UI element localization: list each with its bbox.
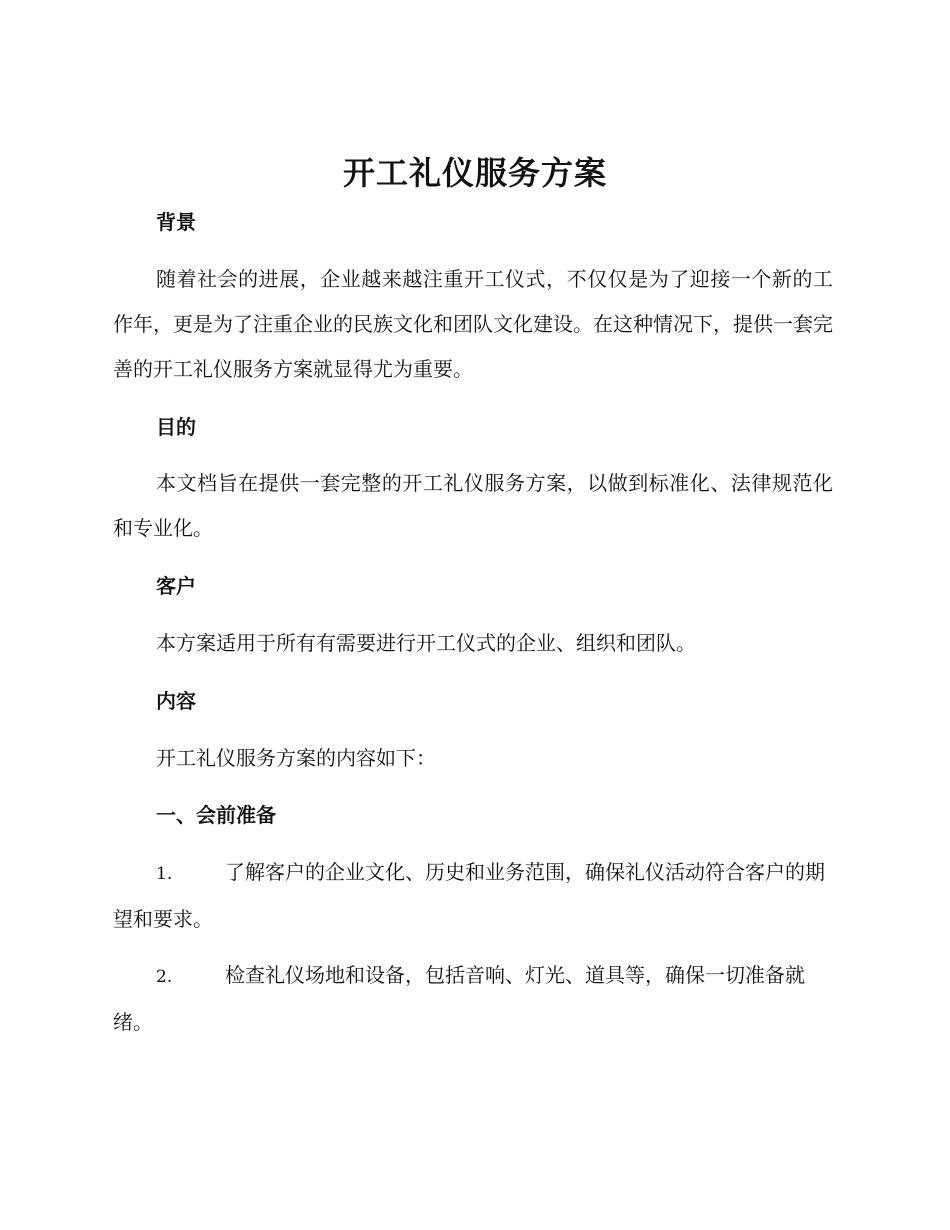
client-paragraph: 本方案适用于所有有需要进行开工仪式的企业、组织和团队。 bbox=[156, 631, 696, 655]
document-title: 开工礼仪服务方案 bbox=[342, 154, 607, 192]
list-item bbox=[113, 953, 833, 1045]
section-heading-client: 客户 bbox=[156, 574, 196, 598]
list-item bbox=[113, 850, 833, 942]
list-item-text: 了解客户的企业文化、历史和业务范围，确保礼仪活动符合客户的期望和要求。 bbox=[113, 860, 825, 931]
section-heading-preparation: 一、会前准备 bbox=[156, 803, 276, 827]
list-item-number: 1. bbox=[156, 864, 173, 884]
background-paragraph: 随着社会的进展，企业越来越注重开工仪式，不仅仅是为了迎接一个新的工作年，更是为了注重企业的民族文化和团队文化建设。在这种情况下，提供一套完善的开工礼仪服务方案就显得尤为重要。 bbox=[113, 267, 833, 381]
section-heading-content: 内容 bbox=[156, 689, 196, 713]
content-paragraph: 开工礼仪服务方案的内容如下： bbox=[156, 746, 436, 770]
section-heading-purpose: 目的 bbox=[156, 415, 196, 439]
list-item-number: 2. bbox=[156, 967, 173, 987]
purpose-paragraph: 本文档旨在提供一套完整的开工礼仪服务方案，以做到标准化、法律规范化和专业化。 bbox=[113, 471, 833, 540]
section-heading-background: 背景 bbox=[156, 210, 196, 234]
list-item-text: 检查礼仪场地和设备，包括音响、灯光、道具等，确保一切准备就绪。 bbox=[113, 963, 805, 1034]
